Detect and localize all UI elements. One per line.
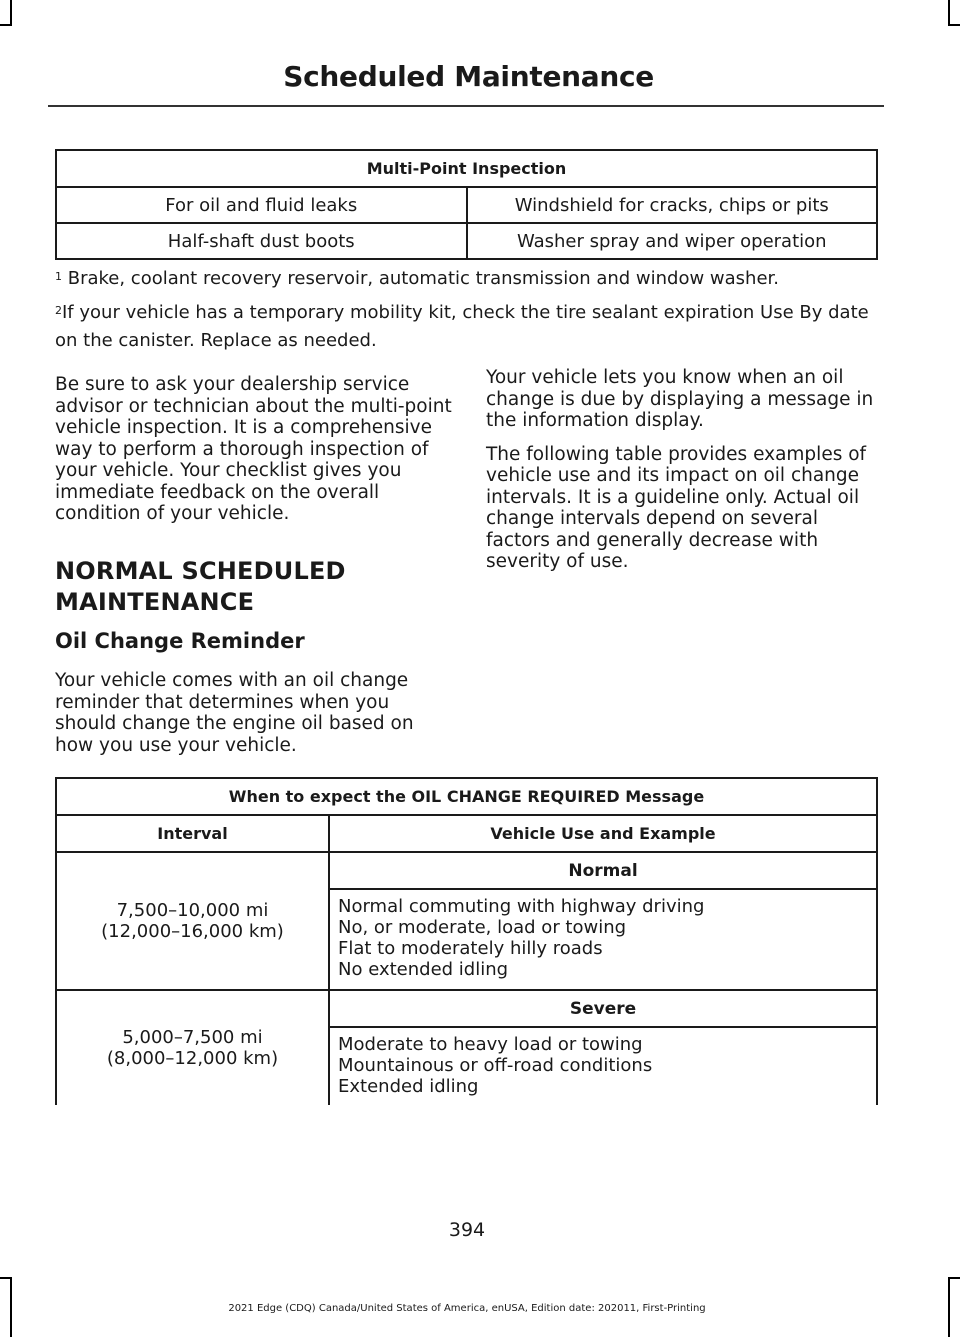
footnote-2: $^2$If your vehicle has a temporary mobility kit, check the tire sealant expiration Use By date on the canister. Replace as needed. bbox=[55, 302, 869, 351]
table-row bbox=[56, 852, 877, 889]
table-row bbox=[56, 223, 877, 259]
table-row bbox=[56, 187, 877, 223]
table-row bbox=[56, 990, 877, 1027]
paragraph: Your vehicle lets you know when an oil change is due by displaying a message in the information display. bbox=[486, 367, 874, 431]
oil-change-table bbox=[55, 777, 878, 1105]
table-title: When to expect the OIL CHANGE REQUIRED Message bbox=[56, 778, 877, 815]
table-cell: For oil and fluid leaks bbox=[56, 187, 467, 223]
interval-cell: 5,000–7,500 mi (8,000–12,000 km) bbox=[56, 990, 329, 1105]
section-heading: NORMAL SCHEDULED MAINTENANCE bbox=[55, 557, 346, 616]
paragraph: The following table provides examples of vehicle use and its impact on oil change intervals. It is a guideline only. Actual oil change intervals depend on several factors and generally decrease with severity of use. bbox=[486, 443, 867, 572]
interval-cell: 7,500–10,000 mi (12,000–16,000 km) bbox=[56, 852, 329, 990]
subsection-heading: Oil Change Reminder bbox=[55, 629, 305, 653]
column-header-vehicle-use: Vehicle Use and Example bbox=[329, 815, 877, 852]
right-column bbox=[486, 367, 881, 585]
table-cell: Washer spray and wiper operation bbox=[467, 223, 878, 259]
usage-cell: Normal commuting with highway driving No, or moderate, load or towing Flat to moderately hilly roads No extended idling bbox=[329, 889, 877, 990]
paragraph: Your vehicle comes with an oil change reminder that determines when you should change the engine oil based on how you use your vehicle. bbox=[55, 670, 414, 756]
header-divider bbox=[48, 105, 884, 107]
column-header-interval: Interval bbox=[56, 815, 329, 852]
page-header-title: Scheduled Maintenance bbox=[283, 60, 654, 93]
page-number: 394 bbox=[448, 1219, 486, 1241]
crop-mark bbox=[0, 24, 12, 26]
paragraph: Be sure to ask your dealership service advisor or technician about the multi-point vehicle inspection. It is a comprehensive way to perform a thorough inspection of your vehicle. Your checklist gives you immediate feedback on the overall condition of your vehicle. bbox=[55, 374, 452, 524]
category-cell: Normal bbox=[329, 852, 877, 889]
multi-point-inspection-table bbox=[55, 149, 878, 260]
left-column bbox=[55, 374, 455, 537]
table-title: Multi-Point Inspection bbox=[56, 150, 877, 187]
crop-mark bbox=[948, 24, 960, 26]
crop-mark bbox=[948, 1277, 950, 1337]
footer-text: 2021 Edge (CDQ) Canada/United States of America, enUSA, Edition date: 202011, First-Printing bbox=[228, 1303, 706, 1314]
usage-cell: Moderate to heavy load or towing Mountainous or off-road conditions Extended idling bbox=[329, 1027, 877, 1105]
table-cell: Windshield for cracks, chips or pits bbox=[467, 187, 878, 223]
crop-mark bbox=[0, 1277, 12, 1279]
table-cell: Half-shaft dust boots bbox=[56, 223, 467, 259]
footnote-1: $^1$ Brake, coolant recovery reservoir, automatic transmission and window washer. bbox=[55, 268, 780, 289]
crop-mark bbox=[948, 0, 950, 26]
crop-mark bbox=[10, 0, 12, 26]
category-cell: Severe bbox=[329, 990, 877, 1027]
crop-mark bbox=[948, 1277, 960, 1279]
